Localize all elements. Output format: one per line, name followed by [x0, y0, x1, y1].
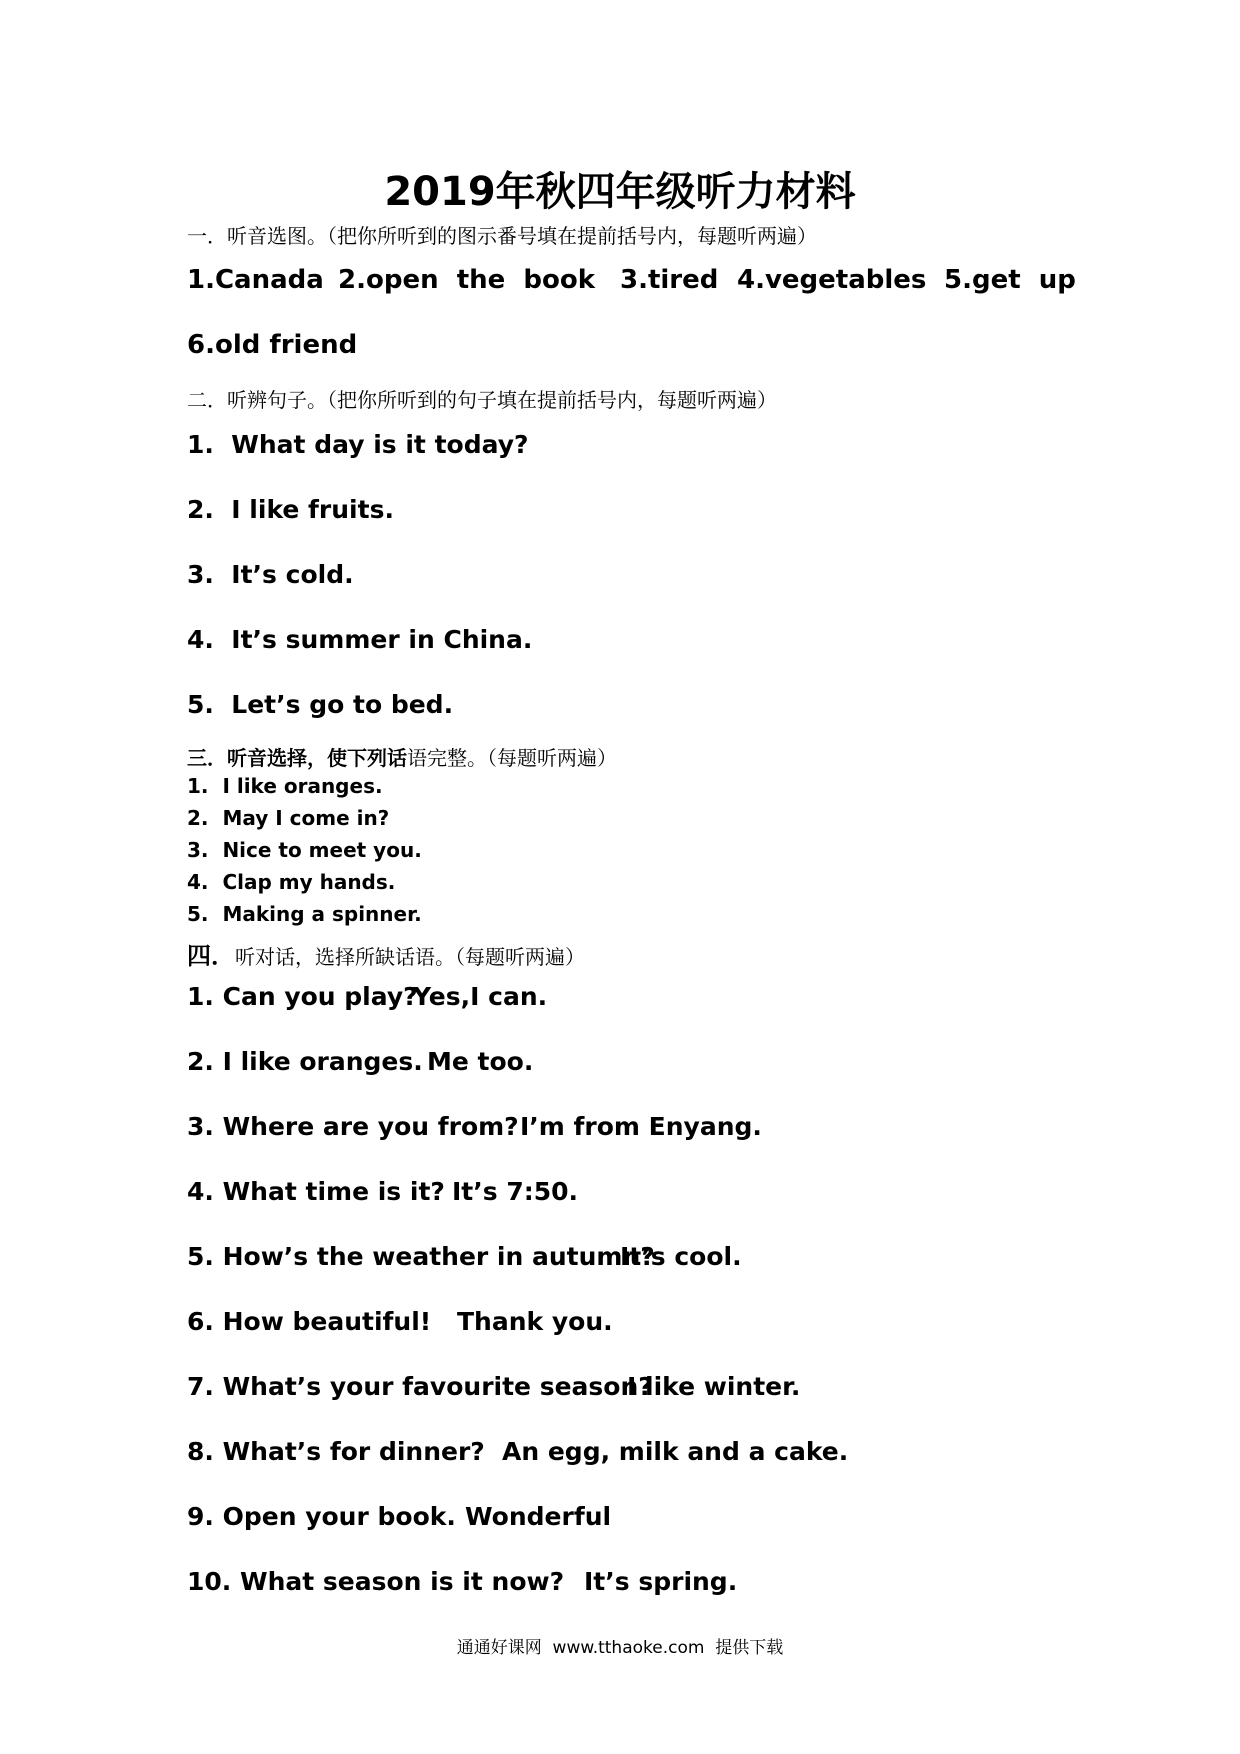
- section2-item: 3. It’s cold.: [187, 560, 354, 589]
- dialogue-answer: Yes,I can.: [413, 982, 548, 1011]
- dialogue-question: 3. Where are you from?: [187, 1112, 519, 1141]
- dialogue-answer: Thank you.: [457, 1307, 613, 1336]
- dialogue-question: 5. How’s the weather in autumn?: [187, 1242, 655, 1271]
- section3-heading-bold: 三．听音选择，使下列话: [187, 746, 407, 770]
- section1-heading: 一．听音选图。（把你所听到的图示番号填在提前括号内，每题听两遍）: [187, 224, 817, 248]
- section3-heading-rest: 语完整。（每题听两遍）: [407, 746, 617, 770]
- dialogue-answer: An egg, milk and a cake.: [502, 1437, 849, 1466]
- page-title: 2019年秋四年级听力材料: [384, 169, 856, 215]
- footer-credit: 通通好课网 www.tthaoke.com 提供下载: [456, 1638, 784, 1658]
- dialogue-answer: It’s 7:50.: [452, 1177, 579, 1206]
- section3-item: 1. I like oranges.: [187, 774, 383, 798]
- section2-heading: 二．听辨句子。（把你所听到的句子填在提前括号内，每题听两遍）: [187, 388, 777, 412]
- dialogue-answer: It’s spring.: [584, 1567, 738, 1596]
- dialogue-answer: I’m from Enyang.: [520, 1112, 762, 1141]
- section2-item: 1. What day is it today?: [187, 430, 529, 459]
- dialogue-answer: Wonderful: [465, 1502, 612, 1531]
- section4-heading-num: 四．: [187, 942, 235, 970]
- section3-heading: [187, 742, 617, 771]
- section1-item: 5.get up: [944, 265, 1076, 295]
- section1-item: 3.tired: [620, 265, 719, 295]
- section2-item: 4. It’s summer in China.: [187, 625, 533, 654]
- section4-heading-rest: 听对话，选择所缺话语。（每题听两遍）: [235, 945, 585, 969]
- dialogue-question: 2. I like oranges.: [187, 1047, 423, 1076]
- section1-item: 4.vegetables: [737, 265, 927, 295]
- dialogue-question: 10. What season is it now?: [187, 1567, 565, 1596]
- dialogue-answer: I like winter.: [627, 1372, 801, 1401]
- dialogue-question: 4. What time is it?: [187, 1177, 445, 1206]
- section3-item: 3. Nice to meet you.: [187, 838, 422, 862]
- section1-item: 6.old friend: [187, 330, 358, 360]
- section3-item: 5. Making a spinner.: [187, 902, 422, 926]
- section1-item: 2.open the book: [338, 265, 595, 295]
- dialogue-question: 8. What’s for dinner?: [187, 1437, 485, 1466]
- section2-item: 5. Let’s go to bed.: [187, 690, 454, 719]
- section3-item: 4. Clap my hands.: [187, 870, 396, 894]
- dialogue-question: 6. How beautiful!: [187, 1307, 432, 1336]
- dialogue-answer: Me too.: [427, 1047, 534, 1076]
- dialogue-question: 9. Open your book.: [187, 1502, 456, 1531]
- section2-item: 2. I like fruits.: [187, 495, 394, 524]
- section4-heading: [187, 936, 585, 971]
- dialogue-question: 1. Can you play?: [187, 982, 418, 1011]
- dialogue-answer: It’s cool.: [620, 1242, 742, 1271]
- section3-item: 2. May I come in?: [187, 806, 390, 830]
- section1-item: 1.Canada: [187, 265, 324, 295]
- dialogue-question: 7. What’s your favourite season?: [187, 1372, 653, 1401]
